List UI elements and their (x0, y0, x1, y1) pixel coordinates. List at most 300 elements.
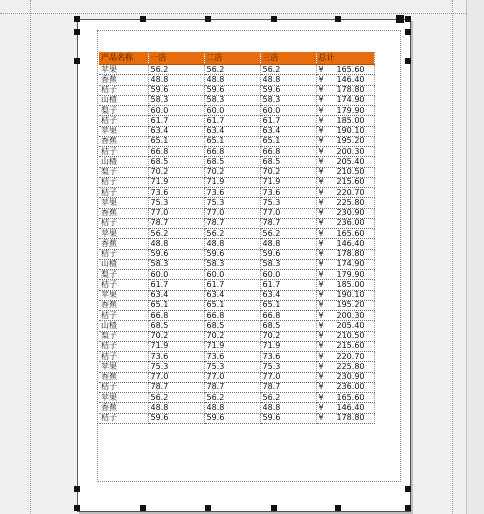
table-row (99, 208, 374, 218)
value-cell[interactable]: 58.3 (260, 259, 316, 269)
total-value: 195.20 (336, 136, 365, 146)
total-cell[interactable] (316, 208, 374, 218)
total-cell[interactable] (316, 198, 374, 208)
value-cell[interactable]: 78.7 (260, 382, 316, 392)
total-cell[interactable] (316, 65, 374, 75)
value-cell[interactable]: 60.0 (260, 270, 316, 280)
currency-symbol: ¥ (318, 300, 324, 310)
value-cell[interactable]: 59.6 (260, 413, 316, 423)
value-cell[interactable]: 61.7 (204, 280, 260, 290)
resize-handle-top[interactable] (140, 16, 146, 22)
value-cell[interactable]: 56.2 (148, 393, 204, 403)
value-cell[interactable]: 75.3 (148, 198, 204, 208)
value-cell[interactable]: 61.7 (148, 116, 204, 126)
value-cell[interactable]: 68.5 (204, 157, 260, 167)
product-name-cell[interactable]: 香蕉 (99, 300, 148, 310)
currency-symbol: ¥ (318, 320, 324, 330)
column-header: 二店 (204, 52, 260, 65)
total-value: 200.30 (336, 310, 365, 320)
value-cell[interactable]: 59.6 (148, 249, 204, 259)
total-cell[interactable] (316, 352, 374, 362)
value-cell[interactable]: 66.8 (148, 311, 204, 321)
value-cell[interactable]: 77.0 (148, 372, 204, 382)
resize-handle-top[interactable] (205, 16, 211, 22)
resize-handle-bottom[interactable] (271, 505, 277, 511)
value-cell[interactable]: 65.1 (148, 136, 204, 146)
value-cell[interactable]: 75.3 (204, 362, 260, 372)
currency-symbol: ¥ (318, 74, 324, 84)
total-value: 174.90 (336, 95, 365, 105)
total-cell[interactable] (316, 372, 374, 382)
total-cell[interactable] (316, 229, 374, 239)
product-name-cell[interactable]: 苹果 (99, 362, 148, 372)
value-cell[interactable]: 70.2 (204, 331, 260, 341)
value-cell[interactable]: 58.3 (148, 259, 204, 269)
value-cell[interactable]: 71.9 (260, 177, 316, 187)
resize-handle-right[interactable] (405, 58, 411, 64)
currency-symbol: ¥ (318, 197, 324, 207)
total-value: 146.40 (336, 238, 365, 248)
product-name-cell[interactable]: 桔子 (99, 188, 148, 198)
total-cell[interactable] (316, 126, 374, 136)
currency-symbol: ¥ (318, 146, 324, 156)
sales-table (99, 52, 375, 424)
value-cell[interactable]: 75.3 (260, 198, 316, 208)
table-row (99, 311, 374, 321)
product-name-cell[interactable]: 香蕉 (99, 403, 148, 413)
total-value: 200.30 (336, 146, 365, 156)
currency-symbol: ¥ (318, 259, 324, 269)
currency-symbol: ¥ (318, 331, 324, 340)
total-value: 215.60 (336, 177, 365, 187)
value-cell[interactable]: 70.2 (204, 167, 260, 177)
currency-symbol: ¥ (318, 228, 324, 238)
resize-handle-right[interactable] (405, 486, 411, 492)
value-cell[interactable]: 48.8 (204, 403, 260, 413)
value-cell[interactable]: 68.5 (148, 157, 204, 167)
column-header: 产品名称 (99, 52, 148, 65)
value-cell[interactable]: 65.1 (204, 136, 260, 146)
resize-handle-top[interactable] (271, 16, 277, 22)
value-cell[interactable]: 71.9 (148, 341, 204, 351)
total-value: 178.80 (336, 85, 365, 94)
table-row (99, 229, 374, 239)
total-value: 178.80 (336, 249, 365, 258)
value-cell[interactable]: 56.2 (260, 229, 316, 239)
value-cell[interactable]: 60.0 (204, 106, 260, 116)
total-value: 185.00 (336, 115, 365, 125)
total-value: 220.70 (336, 351, 365, 361)
total-value: 165.60 (336, 64, 365, 74)
total-cell[interactable] (316, 362, 374, 372)
resize-handle-bottom[interactable] (205, 505, 211, 511)
table-row (99, 280, 374, 290)
total-cell[interactable] (316, 85, 374, 95)
table-header-row (99, 52, 374, 65)
value-cell[interactable]: 71.9 (204, 177, 260, 187)
resize-handle-top-left[interactable] (74, 16, 80, 22)
value-cell[interactable]: 56.2 (148, 65, 204, 75)
value-cell[interactable]: 73.6 (148, 188, 204, 198)
product-name-cell[interactable]: 苹果 (99, 198, 148, 208)
table-row (99, 372, 374, 382)
total-value: 185.00 (336, 279, 365, 289)
table-row (99, 157, 374, 167)
total-value: 236.00 (336, 218, 365, 228)
product-name-cell[interactable]: 桔子 (99, 177, 148, 187)
table-row (99, 321, 374, 331)
value-cell[interactable]: 65.1 (260, 136, 316, 146)
table-row (99, 65, 374, 75)
currency-symbol: ¥ (318, 238, 324, 248)
resize-handle-left[interactable] (74, 486, 80, 492)
product-name-cell[interactable]: 山楂 (99, 321, 148, 331)
total-value: 225.80 (336, 361, 365, 371)
value-cell[interactable]: 66.8 (204, 311, 260, 321)
value-cell[interactable]: 70.2 (260, 331, 316, 341)
resize-handle-bottom[interactable] (335, 505, 341, 511)
currency-symbol: ¥ (318, 392, 324, 402)
total-cell[interactable] (316, 280, 374, 290)
value-cell[interactable]: 70.2 (148, 331, 204, 341)
table-row (99, 75, 374, 85)
currency-symbol: ¥ (318, 341, 324, 351)
value-cell[interactable]: 78.7 (148, 382, 204, 392)
product-name-cell[interactable]: 山楂 (99, 157, 148, 167)
value-cell[interactable]: 75.3 (204, 198, 260, 208)
value-cell[interactable]: 59.6 (260, 249, 316, 259)
resize-handle-margin-left[interactable] (74, 29, 80, 35)
total-cell[interactable] (316, 188, 374, 198)
table-row (99, 116, 374, 126)
resize-handle-margin-right[interactable] (405, 29, 411, 35)
value-cell[interactable]: 60.0 (148, 106, 204, 116)
value-cell[interactable]: 56.2 (260, 65, 316, 75)
currency-symbol: ¥ (318, 279, 324, 289)
total-cell[interactable] (316, 106, 374, 116)
resize-handle-bottom-left[interactable] (74, 505, 80, 511)
value-cell[interactable]: 71.9 (260, 341, 316, 351)
total-value: 225.80 (336, 197, 365, 207)
value-cell[interactable]: 48.8 (148, 75, 204, 85)
total-cell[interactable] (316, 136, 374, 146)
table-row (99, 136, 374, 146)
total-value: 165.60 (336, 228, 365, 238)
currency-symbol: ¥ (318, 95, 324, 105)
currency-symbol: ¥ (318, 269, 324, 279)
product-name-cell[interactable]: 桔子 (99, 413, 148, 423)
value-cell[interactable]: 63.4 (204, 290, 260, 300)
value-cell[interactable]: 56.2 (204, 229, 260, 239)
currency-symbol: ¥ (318, 136, 324, 146)
value-cell[interactable]: 48.8 (148, 403, 204, 413)
product-name-cell[interactable]: 山楂 (99, 259, 148, 269)
value-cell[interactable]: 58.3 (148, 95, 204, 105)
currency-symbol: ¥ (318, 167, 324, 176)
vertical-scrollbar[interactable] (466, 0, 484, 514)
resize-handle-bottom[interactable] (140, 505, 146, 511)
value-cell[interactable]: 48.8 (148, 239, 204, 249)
currency-symbol: ¥ (318, 85, 324, 94)
currency-symbol: ¥ (318, 156, 324, 166)
value-cell[interactable]: 66.8 (260, 147, 316, 157)
value-cell[interactable]: 61.7 (148, 280, 204, 290)
table-row (99, 188, 374, 198)
total-value: 210.50 (336, 167, 365, 176)
table-row (99, 106, 374, 116)
table-row (99, 393, 374, 403)
currency-symbol: ¥ (318, 64, 324, 74)
value-cell[interactable]: 56.2 (260, 393, 316, 403)
total-value: 174.90 (336, 259, 365, 269)
currency-symbol: ¥ (318, 208, 324, 217)
value-cell[interactable]: 77.0 (260, 208, 316, 218)
total-value: 236.00 (336, 382, 365, 392)
value-cell[interactable]: 78.7 (260, 218, 316, 228)
value-cell[interactable]: 66.8 (204, 147, 260, 157)
total-value: 230.90 (336, 208, 365, 217)
value-cell[interactable]: 73.6 (260, 352, 316, 362)
currency-symbol: ¥ (318, 177, 324, 187)
total-cell[interactable] (316, 259, 374, 269)
currency-symbol: ¥ (318, 126, 324, 135)
value-cell[interactable]: 59.6 (260, 85, 316, 95)
total-cell[interactable] (316, 167, 374, 177)
table-row (99, 218, 374, 228)
value-cell[interactable]: 71.9 (204, 341, 260, 351)
value-cell[interactable]: 66.8 (260, 311, 316, 321)
currency-symbol: ¥ (318, 402, 324, 412)
value-cell[interactable]: 73.6 (148, 352, 204, 362)
table-row (99, 198, 374, 208)
value-cell[interactable]: 59.6 (148, 85, 204, 95)
value-cell[interactable]: 65.1 (260, 300, 316, 310)
currency-symbol: ¥ (318, 187, 324, 197)
total-cell[interactable] (316, 341, 374, 351)
value-cell[interactable]: 77.0 (204, 208, 260, 218)
total-value: 179.90 (336, 269, 365, 279)
value-cell[interactable]: 48.8 (204, 75, 260, 85)
total-value: 165.60 (336, 392, 365, 402)
value-cell[interactable]: 73.6 (204, 352, 260, 362)
total-value: 205.40 (336, 156, 365, 166)
currency-symbol: ¥ (318, 218, 324, 228)
product-name-cell[interactable]: 苹果 (99, 393, 148, 403)
total-cell[interactable] (316, 321, 374, 331)
value-cell[interactable]: 56.2 (204, 393, 260, 403)
value-cell[interactable]: 59.6 (204, 249, 260, 259)
total-cell[interactable] (316, 75, 374, 85)
value-cell[interactable]: 63.4 (148, 126, 204, 136)
column-header: 一店 (148, 52, 204, 65)
value-cell[interactable]: 60.0 (260, 106, 316, 116)
total-value: 190.10 (336, 126, 365, 135)
table-row (99, 259, 374, 269)
product-name-cell[interactable]: 香蕉 (99, 239, 148, 249)
table-row (99, 126, 374, 136)
column-header: 三店 (260, 52, 316, 65)
total-cell[interactable] (316, 177, 374, 187)
product-name-cell[interactable]: 苹果 (99, 126, 148, 136)
total-cell[interactable] (316, 393, 374, 403)
total-value: 146.40 (336, 74, 365, 84)
value-cell[interactable]: 75.3 (260, 362, 316, 372)
resize-handle-bottom-right[interactable] (405, 505, 411, 511)
value-cell[interactable]: 78.7 (148, 218, 204, 228)
table-body (99, 65, 374, 424)
product-name-cell[interactable]: 山楂 (99, 95, 148, 105)
value-cell[interactable]: 63.4 (148, 290, 204, 300)
value-cell[interactable]: 68.5 (204, 321, 260, 331)
product-name-cell[interactable]: 桔子 (99, 382, 148, 392)
value-cell[interactable]: 65.1 (204, 300, 260, 310)
product-name-cell[interactable]: 梨子 (99, 167, 148, 177)
value-cell[interactable]: 58.3 (260, 95, 316, 105)
value-cell[interactable]: 56.2 (148, 229, 204, 239)
value-cell[interactable]: 48.8 (204, 239, 260, 249)
table-row (99, 290, 374, 300)
total-cell[interactable] (316, 147, 374, 157)
product-name-cell[interactable]: 苹果 (99, 290, 148, 300)
product-name-cell[interactable]: 桔子 (99, 116, 148, 126)
total-cell[interactable] (316, 95, 374, 105)
value-cell[interactable]: 56.2 (204, 65, 260, 75)
table-row (99, 300, 374, 310)
value-cell[interactable]: 61.7 (204, 116, 260, 126)
total-value: 178.80 (336, 413, 365, 422)
product-name-cell[interactable]: 香蕉 (99, 75, 148, 85)
value-cell[interactable]: 63.4 (204, 126, 260, 136)
product-name-cell[interactable]: 桔子 (99, 85, 148, 95)
table-row (99, 85, 374, 95)
value-cell[interactable]: 65.1 (148, 300, 204, 310)
product-name-cell[interactable]: 桔子 (99, 280, 148, 290)
table-row (99, 177, 374, 187)
total-value: 190.10 (336, 290, 365, 299)
value-cell[interactable]: 68.5 (260, 157, 316, 167)
total-value: 146.40 (336, 402, 365, 412)
total-value: 210.50 (336, 331, 365, 340)
total-value: 205.40 (336, 320, 365, 330)
margin-guide-vertical (452, 0, 453, 514)
value-cell[interactable]: 77.0 (204, 372, 260, 382)
total-cell[interactable] (316, 311, 374, 321)
value-cell[interactable]: 61.7 (260, 116, 316, 126)
value-cell[interactable]: 73.6 (260, 188, 316, 198)
value-cell[interactable]: 48.8 (260, 239, 316, 249)
resize-handle-top[interactable] (335, 16, 341, 22)
value-cell[interactable]: 59.6 (204, 413, 260, 423)
table-row (99, 95, 374, 105)
product-name-cell[interactable]: 桔子 (99, 341, 148, 351)
currency-symbol: ¥ (318, 249, 324, 258)
value-cell[interactable]: 73.6 (204, 188, 260, 198)
value-cell[interactable]: 48.8 (260, 403, 316, 413)
total-cell[interactable] (316, 270, 374, 280)
product-name-cell[interactable]: 桔子 (99, 147, 148, 157)
value-cell[interactable]: 63.4 (260, 290, 316, 300)
product-name-cell[interactable]: 桔子 (99, 218, 148, 228)
value-cell[interactable]: 77.0 (148, 208, 204, 218)
resize-handle-top-right[interactable] (396, 15, 404, 23)
product-name-cell[interactable]: 桔子 (99, 311, 148, 321)
product-name-cell[interactable]: 苹果 (99, 65, 148, 75)
value-cell[interactable]: 70.2 (148, 167, 204, 177)
total-cell[interactable] (316, 403, 374, 413)
total-cell[interactable] (316, 157, 374, 167)
value-cell[interactable]: 77.0 (260, 372, 316, 382)
value-cell[interactable]: 78.7 (204, 382, 260, 392)
product-name-cell[interactable]: 梨子 (99, 331, 148, 341)
table-row (99, 167, 374, 177)
product-name-cell[interactable]: 桔子 (99, 249, 148, 259)
value-cell[interactable]: 68.5 (148, 321, 204, 331)
product-name-cell[interactable]: 香蕉 (99, 208, 148, 218)
total-cell[interactable] (316, 300, 374, 310)
table-row (99, 341, 374, 351)
table-row (99, 382, 374, 392)
currency-symbol: ¥ (318, 310, 324, 320)
value-cell[interactable]: 58.3 (204, 259, 260, 269)
value-cell[interactable]: 48.8 (260, 75, 316, 85)
value-cell[interactable]: 59.6 (204, 85, 260, 95)
value-cell[interactable]: 68.5 (260, 321, 316, 331)
value-cell[interactable]: 66.8 (148, 147, 204, 157)
value-cell[interactable]: 78.7 (204, 218, 260, 228)
value-cell[interactable]: 59.6 (148, 413, 204, 423)
product-name-cell[interactable]: 香蕉 (99, 372, 148, 382)
currency-symbol: ¥ (318, 105, 324, 115)
product-name-cell[interactable]: 桔子 (99, 352, 148, 362)
value-cell[interactable]: 63.4 (260, 126, 316, 136)
value-cell[interactable]: 61.7 (260, 280, 316, 290)
total-cell[interactable] (316, 249, 374, 259)
product-name-cell[interactable]: 苹果 (99, 229, 148, 239)
value-cell[interactable]: 58.3 (204, 95, 260, 105)
total-cell[interactable] (316, 331, 374, 341)
table-row (99, 403, 374, 413)
total-cell[interactable] (316, 413, 374, 423)
value-cell[interactable]: 60.0 (148, 270, 204, 280)
total-cell[interactable] (316, 218, 374, 228)
total-value: 220.70 (336, 187, 365, 197)
table-row (99, 331, 374, 341)
value-cell[interactable]: 60.0 (204, 270, 260, 280)
total-cell[interactable] (316, 116, 374, 126)
margin-guide-horizontal (0, 13, 484, 14)
table-row (99, 413, 374, 423)
product-name-cell[interactable]: 香蕉 (99, 136, 148, 146)
total-cell[interactable] (316, 290, 374, 300)
total-value: 215.60 (336, 341, 365, 351)
total-cell[interactable] (316, 382, 374, 392)
product-name-cell[interactable]: 梨子 (99, 106, 148, 116)
currency-symbol: ¥ (318, 290, 324, 299)
resize-handle-left[interactable] (74, 58, 80, 64)
resize-handle-top-right[interactable] (405, 16, 411, 22)
total-value: 230.90 (336, 372, 365, 381)
table-row (99, 352, 374, 362)
value-cell[interactable]: 71.9 (148, 177, 204, 187)
currency-symbol: ¥ (318, 413, 324, 422)
total-cell[interactable] (316, 239, 374, 249)
value-cell[interactable]: 75.3 (148, 362, 204, 372)
table-row (99, 249, 374, 259)
table-row (99, 147, 374, 157)
value-cell[interactable]: 70.2 (260, 167, 316, 177)
product-name-cell[interactable]: 梨子 (99, 270, 148, 280)
currency-symbol: ¥ (318, 115, 324, 125)
